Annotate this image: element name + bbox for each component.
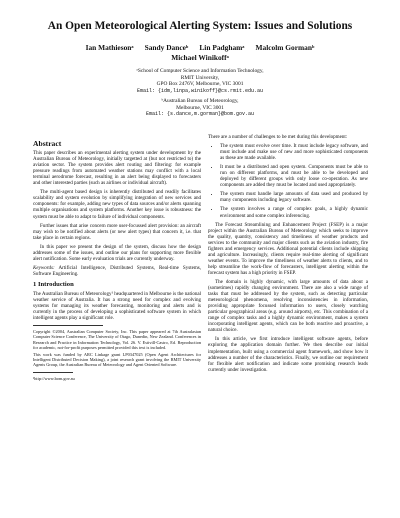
keywords-label: Keywords: — [33, 264, 55, 271]
list-item: • It must be a distributed and open system. Components must be able to run on different platforms, and must be able to be developed and deployed by different groups with only loose co-operation. As new components are added they must be located and used appropriately. — [220, 164, 368, 188]
affiliation-bom — [0, 98, 400, 118]
challenges-list — [208, 143, 368, 219]
list-item: • The system involves a range of complex goals, a highly dynamic environment and some complex inferencing. — [220, 206, 368, 218]
abstract-paragraph: The multi-agent based design is inherently distributed and readily facilitates scalability and system evolution by simplifying integration of new services and components: for example, adding new types of data sources and/or alerts spanning multiple organisations and system platforms. Another key issue is robustness: the system must be able to adapt to failure of individual components. — [33, 189, 201, 220]
affiliation-rmit — [0, 68, 400, 94]
intro-paragraph: The Australian Bureau of Meteorology¹ headquartered in Melbourne is the national weather service of Australia. It has a strong need for complex and evolving systems for managing its weather forecasting, monitoring and alerts and is currently in the process of developing a sophisticated software system in which intelligent agents play a significant role. — [33, 290, 202, 322]
authors-line-2: Michael Winikoffᵃ — [171, 53, 229, 62]
footnote-rule — [33, 372, 73, 373]
abstract-paragraph: This paper describes an experimental alerting system under development by the Australian Bureau of Meteorology, initially targetted at (but not restricted to) the aviation sector. The system provides alert routing and filtering: for example pressure readings from automated weather stations may conflict with a local terminal aerodrome forecast, resulting in an alert being displayed to forecasters and other interested parties (such as airlines or individual aircraft). — [33, 150, 201, 187]
body-paragraph: In this article, we first introduce intelligent software agents, before exploring the application domain further. We then describe our initial implementation, built using a commercial agent framework, and show how it addresses a number of the characteristics. Finally, we outline our requirement for flexible alert notification and indicate some promising research leads currently under investigation. — [208, 336, 368, 373]
footnote-rule — [33, 325, 103, 326]
right-column — [208, 134, 368, 376]
affil-line: RMIT University, — [180, 74, 220, 81]
paper-title: An Open Meteorological Alerting System: Issues and Solutions — [47, 20, 353, 32]
affil-email: Email: {idm,linpa,winikoff}@cs.rmit.edu.au — [136, 87, 264, 94]
list-item: • The system must evolve over time. It must include legacy software, and must include and make use of new and more sophisticated components as these are made available. — [220, 143, 368, 161]
left-column — [33, 141, 201, 383]
abstract-paragraph: Further issues that arise concern more user-focussed alert provision: an aircraft may wish to be notified about alerts (or new alert types) that concern it, i.e. that take place in certain regions. — [33, 222, 201, 241]
url-footnote: ¹http://www.bom.gov.au — [33, 375, 75, 381]
abstract-paragraph: In this paper we present the design of the system, discuss how the design addresses some of the issues, and outline our plans for supporting more flexible alert notification. Some early evaluation trials are currently underway. — [33, 243, 201, 262]
challenges-intro: There are a number of challenges to be met during this development: — [208, 134, 348, 140]
author-list — [0, 43, 400, 63]
abstract-heading: Abstract — [33, 139, 62, 148]
affil-email: Email: {s.dance,m.gorman}@bom.gov.au — [145, 111, 255, 118]
list-item: • The system must handle large amounts of data used and produced by many components including legacy software. — [220, 191, 368, 203]
body-paragraph: The Forecast Streamlining and Enhancement Project (FSEP) is a major project within the Australian Bureau of Meteorology which seeks to improve the quality, quantity, consistency and timeliness of weather products and services to the community and major clients such as the aviation industry, fire fighters and emergency services. Additional potential clients include shipping and agriculture. Increasingly, clients require real-time alerting of significant weather events. To improve the timeliness of weather alerts to clients, and to help streamline the work-flow of forecasters, intelligent alerting within the forecast system has a high priority in FSEP. — [208, 221, 368, 276]
keywords — [33, 265, 201, 277]
affil-line: GPO Box 2476V, Melbourne, VIC 3001 — [156, 81, 244, 88]
section-heading-introduction: 1 Introduction — [33, 280, 74, 288]
affil-line: Melbourne, VIC 3001 — [176, 104, 224, 111]
copyright-note: Copyright ©2004, Australian Computer Society, Inc. This paper appeared at 7th Australasian Computer Science Conference, The University of Otago, Dunedin, New Zealand. Conferences in Research and Practice in Information Technology, Vol. 26. V. Estivill-Castro, Ed. Reproduction for academic, not-for-profit purposes permitted provided this text is included. — [33, 329, 201, 350]
body-paragraph: The domain is highly dynamic, with large amounts of data about a (sometimes) rapidly changing environment. There are also a wide range of tasks that must be addressed by the system, such as detecting particular meteorological phenomena, resolving inconsistencies in information, providing appropriate focussed information to users, closely watching particular geographical areas (e.g. around airports), etc. This combination of a range of complex tasks and a highly dynamic environment, makes a system incorporating intelligent agents, which can be both reactive and proactive, a natural choice. — [208, 278, 368, 334]
affil-line: ᵇAustralian Bureau of Meteorology, — [161, 98, 239, 104]
keywords-text: Artificial Intelligence, Distributed Systems, Real-time Systems, Software Engineering. — [33, 264, 202, 277]
affil-line: ᵃSchool of Computer Science and Information Technology, — [136, 68, 264, 74]
authors-line-1: Ian Mathiesonᵃ Sandy Danceᵇ Lin Padghamᵃ Malcolm Gormanᵇ — [85, 43, 315, 52]
funding-note: This work was funded by ARC Linkage grant LP0347025 (Open Agent Architectures for Intelligent Distributed Decision Making), a joint research grant involving the RMIT University Agents Group, the Australian Bureau of Meteorology and Agent Oriented Software. — [33, 352, 201, 368]
